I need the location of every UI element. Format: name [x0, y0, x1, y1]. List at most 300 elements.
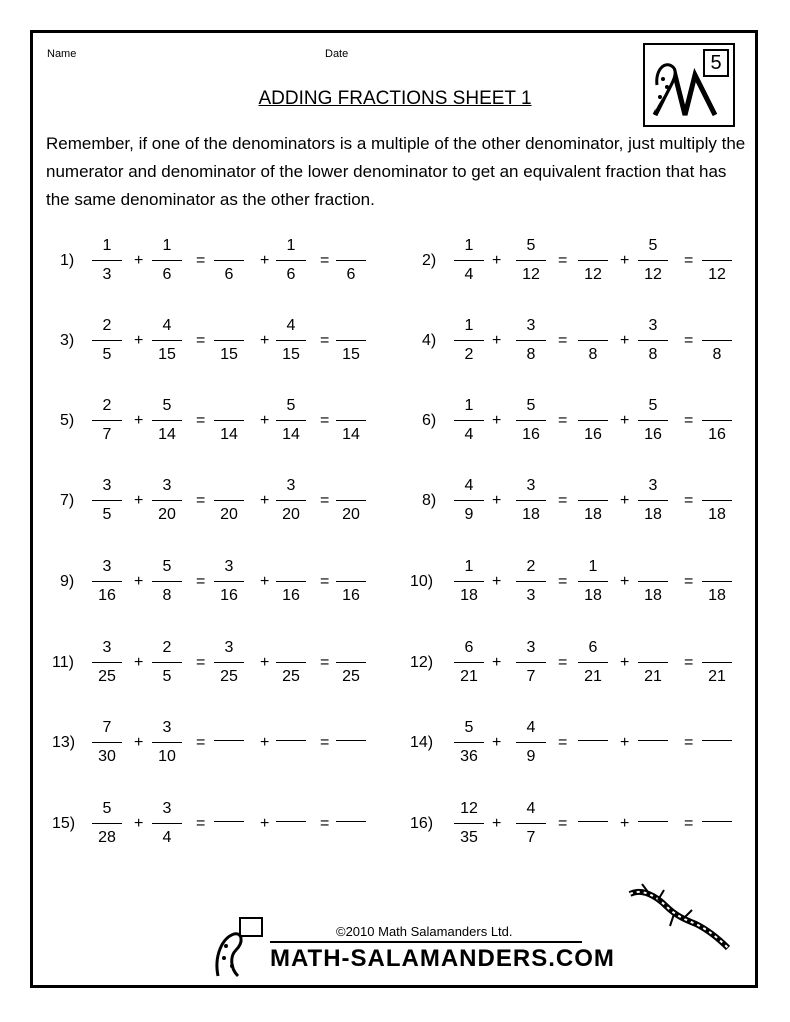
numerator: [214, 714, 244, 737]
answer-fraction-blank[interactable]: [336, 795, 366, 847]
fraction-bar: [516, 500, 546, 501]
fraction-bar: [336, 340, 366, 341]
denominator: [336, 824, 366, 847]
fraction: [214, 555, 244, 607]
answer-fraction-blank[interactable]: [336, 474, 366, 526]
answer-fraction-blank[interactable]: [702, 394, 732, 446]
numerator: [702, 314, 732, 337]
denominator: 25: [220, 668, 238, 685]
problem-number: 2): [422, 252, 437, 269]
denominator: 8: [712, 346, 722, 363]
plus-sign: +: [260, 573, 270, 590]
equals-sign: =: [320, 492, 330, 509]
problem-6: [408, 394, 778, 452]
fraction-bar: [638, 821, 668, 822]
fraction: [516, 555, 546, 607]
numerator: [578, 314, 608, 337]
fraction-bar: [454, 662, 484, 663]
problem-number: 6): [422, 412, 437, 429]
problem-number: 1): [60, 252, 75, 269]
answer-fraction-blank[interactable]: [578, 795, 608, 847]
fraction: [516, 394, 546, 446]
fraction-bar: [578, 581, 608, 582]
denominator: 7: [526, 668, 536, 685]
problem-8: [408, 474, 778, 532]
answer-fraction-blank[interactable]: [578, 474, 608, 526]
numerator: [336, 314, 366, 337]
fraction: [578, 555, 608, 607]
plus-sign: +: [260, 734, 270, 751]
fraction-bar: [638, 740, 668, 741]
problem-number: 4): [422, 332, 437, 349]
fraction: [92, 394, 122, 446]
equals-sign: =: [684, 332, 694, 349]
equals-sign: =: [196, 492, 206, 509]
numerator: 3: [648, 317, 658, 334]
denominator: 20: [220, 506, 238, 523]
plus-sign: +: [260, 332, 270, 349]
answer-fraction-blank[interactable]: [214, 795, 244, 847]
fraction-bar: [92, 662, 122, 663]
plus-sign: +: [134, 573, 144, 590]
plus-sign: +: [134, 412, 144, 429]
plus-sign: +: [134, 492, 144, 509]
problem-16: [408, 797, 778, 855]
denominator: 18: [584, 506, 602, 523]
denominator: 21: [584, 668, 602, 685]
problem-11: [46, 636, 416, 694]
fraction: [92, 797, 122, 849]
fraction: [578, 636, 608, 688]
equals-sign: =: [558, 412, 568, 429]
denominator: [214, 743, 244, 766]
numerator: 5: [286, 397, 296, 414]
fraction-bar: [578, 420, 608, 421]
fraction-bar: [214, 740, 244, 741]
denominator: 30: [98, 748, 116, 765]
fraction: [638, 234, 668, 286]
fraction: [214, 636, 244, 688]
fraction-bar: [578, 662, 608, 663]
denominator: 5: [162, 668, 172, 685]
plus-sign: +: [620, 252, 630, 269]
numerator: 1: [464, 558, 474, 575]
problem-number: 11): [52, 654, 74, 671]
answer-fraction-blank[interactable]: [578, 714, 608, 766]
numerator: [702, 555, 732, 578]
denominator: 21: [460, 668, 478, 685]
answer-fraction-blank[interactable]: [214, 234, 244, 286]
problem-15: [46, 797, 416, 855]
plus-sign: +: [492, 252, 502, 269]
fraction-bar: [578, 500, 608, 501]
plus-sign: +: [260, 815, 270, 832]
problem-number: 15): [52, 815, 76, 832]
fraction-bar: [152, 823, 182, 824]
answer-fraction-blank[interactable]: [336, 555, 366, 607]
answer-fraction-blank[interactable]: [702, 314, 732, 366]
denominator: 14: [158, 426, 176, 443]
fraction-bar: [276, 420, 306, 421]
fraction-bar: [152, 500, 182, 501]
numerator: [336, 234, 366, 257]
answer-fraction-blank[interactable]: [702, 555, 732, 607]
answer-fraction-blank[interactable]: [336, 234, 366, 286]
fraction-bar: [214, 821, 244, 822]
plus-sign: +: [492, 654, 502, 671]
denominator: 12: [644, 266, 662, 283]
numerator: 3: [102, 558, 112, 575]
numerator: [336, 555, 366, 578]
fraction: [638, 474, 668, 526]
equals-sign: =: [558, 573, 568, 590]
numerator: [638, 555, 668, 578]
plus-sign: +: [260, 252, 270, 269]
equals-sign: =: [196, 654, 206, 671]
numerator: [638, 636, 668, 659]
denominator: 18: [522, 506, 540, 523]
denominator: 16: [282, 587, 300, 604]
equals-sign: =: [320, 815, 330, 832]
equals-sign: =: [196, 815, 206, 832]
denominator: 4: [464, 426, 474, 443]
denominator: [336, 743, 366, 766]
fraction-bar: [454, 500, 484, 501]
denominator: 20: [158, 506, 176, 523]
equals-sign: =: [196, 412, 206, 429]
answer-fraction-blank[interactable]: [638, 795, 668, 847]
denominator: 6: [162, 266, 172, 283]
answer-fraction-blank[interactable]: [702, 474, 732, 526]
problem-2: [408, 234, 778, 292]
answer-fraction-blank[interactable]: [214, 714, 244, 766]
plus-sign: +: [134, 654, 144, 671]
equals-sign: =: [320, 734, 330, 751]
answer-fraction-blank[interactable]: [214, 314, 244, 366]
denominator: 8: [648, 346, 658, 363]
equals-sign: =: [196, 734, 206, 751]
fraction: [276, 234, 306, 286]
fraction-bar: [578, 340, 608, 341]
page-title: ADDING FRACTIONS SHEET 1: [258, 88, 532, 109]
problem-number: 3): [60, 332, 75, 349]
fraction-bar: [92, 581, 122, 582]
answer-fraction-blank[interactable]: [638, 714, 668, 766]
equals-sign: =: [558, 654, 568, 671]
date-label: Date: [325, 48, 349, 60]
numerator: 2: [162, 639, 172, 656]
denominator: 12: [708, 266, 726, 283]
numerator: [336, 795, 366, 818]
answer-fraction-blank[interactable]: [702, 636, 732, 688]
denominator: 21: [644, 668, 662, 685]
numerator: [276, 555, 306, 578]
denominator: 15: [282, 346, 300, 363]
denominator: [578, 824, 608, 847]
denominator: 16: [522, 426, 540, 443]
fraction-bar: [214, 500, 244, 501]
numerator: 5: [526, 237, 536, 254]
fraction: [516, 314, 546, 366]
numerator: 2: [102, 317, 112, 334]
denominator: 15: [220, 346, 238, 363]
plus-sign: +: [620, 654, 630, 671]
fraction-bar: [454, 340, 484, 341]
fraction: [152, 716, 182, 768]
denominator: [638, 743, 668, 766]
numerator: 4: [526, 719, 536, 736]
numerator: 1: [464, 237, 474, 254]
answer-fraction-blank[interactable]: [336, 636, 366, 688]
plus-sign: +: [260, 654, 270, 671]
site-brand: MATH-SALAMANDERS.COM: [270, 945, 615, 972]
numerator: 3: [526, 477, 536, 494]
plus-sign: +: [620, 492, 630, 509]
fraction-bar: [152, 260, 182, 261]
denominator: 15: [158, 346, 176, 363]
equals-sign: =: [684, 734, 694, 751]
fraction: [516, 474, 546, 526]
plus-sign: +: [134, 332, 144, 349]
denominator: 25: [342, 668, 360, 685]
fraction-bar: [638, 581, 668, 582]
answer-fraction-blank[interactable]: [214, 394, 244, 446]
numerator: [214, 474, 244, 497]
answer-fraction-blank[interactable]: [702, 795, 732, 847]
fraction-bar: [516, 742, 546, 743]
equals-sign: =: [320, 573, 330, 590]
answer-fraction-blank[interactable]: [578, 394, 608, 446]
denominator: 15: [342, 346, 360, 363]
fraction-bar: [92, 420, 122, 421]
denominator: 16: [584, 426, 602, 443]
fraction: [454, 394, 484, 446]
equals-sign: =: [684, 252, 694, 269]
answer-fraction-blank[interactable]: [276, 795, 306, 847]
numerator: [578, 795, 608, 818]
fraction: [92, 636, 122, 688]
answer-fraction-blank[interactable]: [702, 714, 732, 766]
denominator: 3: [526, 587, 536, 604]
fraction: [454, 797, 484, 849]
denominator: 2: [464, 346, 474, 363]
answer-fraction-blank[interactable]: [638, 555, 668, 607]
fraction: [516, 716, 546, 768]
fraction: [92, 555, 122, 607]
denominator: 7: [526, 829, 536, 846]
numerator: 2: [526, 558, 536, 575]
answer-fraction-blank[interactable]: [336, 314, 366, 366]
denominator: 18: [584, 587, 602, 604]
denominator: 25: [282, 668, 300, 685]
answer-fraction-blank[interactable]: [336, 394, 366, 446]
denominator: 14: [282, 426, 300, 443]
numerator: 1: [464, 397, 474, 414]
denominator: 8: [588, 346, 598, 363]
numerator: [702, 474, 732, 497]
answer-fraction-blank[interactable]: [276, 636, 306, 688]
answer-fraction-blank[interactable]: [214, 474, 244, 526]
denominator: 3: [102, 266, 112, 283]
plus-sign: +: [134, 734, 144, 751]
denominator: 6: [286, 266, 296, 283]
fraction-bar: [702, 500, 732, 501]
problem-number: 12): [410, 654, 434, 671]
fraction: [276, 314, 306, 366]
fraction: [152, 797, 182, 849]
equals-sign: =: [684, 492, 694, 509]
answer-fraction-blank[interactable]: [578, 314, 608, 366]
fraction-bar: [702, 420, 732, 421]
problem-10: [408, 555, 778, 613]
fraction-bar: [276, 740, 306, 741]
fraction-bar: [214, 260, 244, 261]
fraction: [152, 234, 182, 286]
fraction-bar: [92, 260, 122, 261]
salamander-logo: [643, 43, 735, 127]
fraction: [454, 555, 484, 607]
equals-sign: =: [196, 252, 206, 269]
equals-sign: =: [320, 332, 330, 349]
denominator: [638, 824, 668, 847]
numerator: 1: [162, 237, 172, 254]
numerator: 12: [460, 800, 478, 817]
denominator: 4: [162, 829, 172, 846]
fraction-bar: [336, 740, 366, 741]
fraction-bar: [454, 420, 484, 421]
answer-fraction-blank[interactable]: [336, 714, 366, 766]
denominator: 9: [464, 506, 474, 523]
salamander-icon: [622, 880, 732, 952]
fraction: [92, 474, 122, 526]
numerator: [336, 474, 366, 497]
denominator: 16: [644, 426, 662, 443]
numerator: 7: [102, 719, 112, 736]
numerator: [276, 714, 306, 737]
copyright-text: ©2010 Math Salamanders Ltd.: [336, 924, 513, 939]
fraction: [454, 716, 484, 768]
fraction: [92, 716, 122, 768]
name-label: Name: [47, 48, 77, 60]
fraction-bar: [92, 340, 122, 341]
numerator: 1: [102, 237, 112, 254]
fraction-bar: [276, 662, 306, 663]
plus-sign: +: [620, 815, 630, 832]
fraction-bar: [152, 742, 182, 743]
fraction-bar: [638, 662, 668, 663]
problem-3: [46, 314, 416, 372]
fraction-bar: [336, 260, 366, 261]
answer-fraction-blank[interactable]: [276, 555, 306, 607]
numerator: 1: [286, 237, 296, 254]
problem-13: [46, 716, 416, 774]
fraction-bar: [578, 821, 608, 822]
denominator: 36: [460, 748, 478, 765]
numerator: 3: [162, 477, 172, 494]
equals-sign: =: [684, 573, 694, 590]
answer-fraction-blank[interactable]: [578, 234, 608, 286]
numerator: [578, 234, 608, 257]
numerator: [638, 714, 668, 737]
numerator: 3: [224, 639, 234, 656]
fraction-bar: [92, 742, 122, 743]
numerator: 1: [588, 558, 598, 575]
answer-fraction-blank[interactable]: [638, 636, 668, 688]
numerator: [578, 714, 608, 737]
fraction-bar: [214, 420, 244, 421]
problem-number: 7): [60, 492, 75, 509]
plus-sign: +: [492, 332, 502, 349]
denominator: 6: [346, 266, 356, 283]
denominator: 5: [102, 506, 112, 523]
denominator: 5: [102, 346, 112, 363]
numerator: 3: [102, 639, 112, 656]
numerator: 3: [648, 477, 658, 494]
answer-fraction-blank[interactable]: [702, 234, 732, 286]
numerator: 5: [162, 397, 172, 414]
answer-fraction-blank[interactable]: [276, 714, 306, 766]
problem-14: [408, 716, 778, 774]
denominator: 16: [220, 587, 238, 604]
denominator: 18: [708, 506, 726, 523]
numerator: [702, 234, 732, 257]
fraction-bar: [336, 420, 366, 421]
fraction: [454, 636, 484, 688]
denominator: 18: [460, 587, 478, 604]
footer-salamander-logo: [212, 916, 270, 980]
denominator: [214, 824, 244, 847]
fraction-bar: [276, 581, 306, 582]
denominator: 18: [644, 587, 662, 604]
denominator: 16: [342, 587, 360, 604]
fraction: [152, 555, 182, 607]
equals-sign: =: [558, 332, 568, 349]
problem-number: 13): [52, 734, 76, 751]
numerator: 2: [102, 397, 112, 414]
fraction-bar: [92, 823, 122, 824]
denominator: 4: [464, 266, 474, 283]
fraction-bar: [454, 260, 484, 261]
denominator: 7: [102, 426, 112, 443]
denominator: 10: [158, 748, 176, 765]
numerator: [578, 474, 608, 497]
fraction-bar: [702, 662, 732, 663]
plus-sign: +: [492, 734, 502, 751]
fraction: [152, 394, 182, 446]
fraction-bar: [516, 420, 546, 421]
denominator: 20: [342, 506, 360, 523]
numerator: 3: [526, 317, 536, 334]
equals-sign: =: [196, 573, 206, 590]
fraction-bar: [152, 420, 182, 421]
problem-1: [46, 234, 416, 292]
fraction: [92, 234, 122, 286]
fraction: [454, 314, 484, 366]
numerator: 5: [102, 800, 112, 817]
numerator: 4: [286, 317, 296, 334]
numerator: [276, 636, 306, 659]
denominator: 18: [644, 506, 662, 523]
plus-sign: +: [134, 252, 144, 269]
numerator: 3: [102, 477, 112, 494]
plus-sign: +: [492, 492, 502, 509]
fraction: [152, 314, 182, 366]
problem-number: 5): [60, 412, 75, 429]
problem-5: [46, 394, 416, 452]
plus-sign: +: [260, 412, 270, 429]
fraction-bar: [702, 260, 732, 261]
numerator: [336, 394, 366, 417]
